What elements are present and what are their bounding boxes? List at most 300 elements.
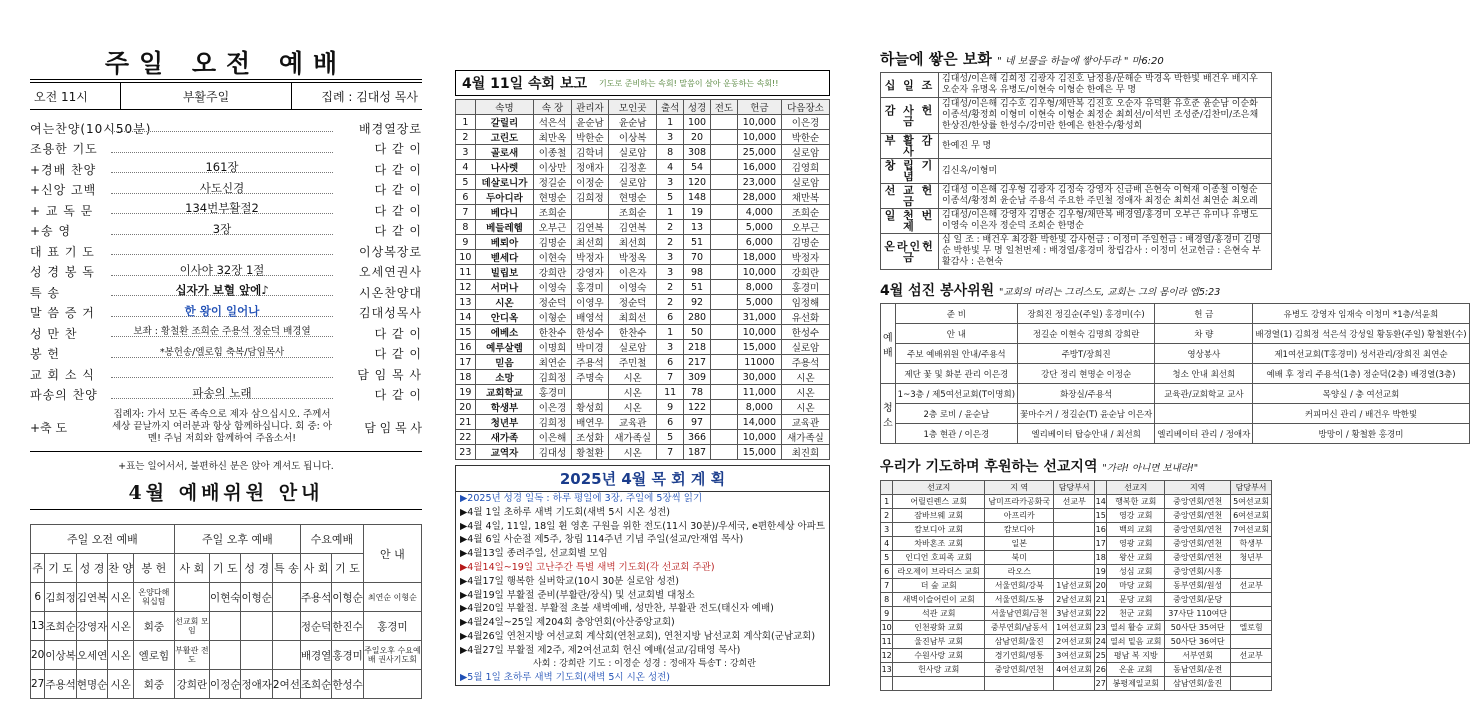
serve-cell: 꽃마수거 / 정길순(T) 윤순남 이은자 (1018, 404, 1155, 424)
report-cell: 3 (657, 130, 684, 145)
offering-names: 김대성/이은해 김수호 김우형/채만복 김진호 오순자 유덕환 유호준 윤순남 이순화 이종석/황정희 이형미 이현숙 이형순 최정순 최희선/이석빈 조성준/김찬미/조은채 한상진/한상률 한성수/강미란 한예은 한찬수/황성희 (939, 98, 1272, 134)
report-cell: 새가족실 (609, 430, 657, 445)
report-cell: 소망 (475, 370, 534, 385)
duty-cell: 김희정 (45, 583, 76, 612)
report-cell: 218 (684, 340, 711, 355)
serve-cell: 교육관/교회학교 교사 (1155, 384, 1253, 404)
report-column (455, 0, 830, 686)
report-cell: 31,000 (737, 310, 781, 325)
mission-cell: 7여선교회 (1231, 523, 1272, 537)
benediction-leader: 담 임 목 사 (364, 420, 422, 435)
report-cell: 97 (684, 415, 711, 430)
plan-item: ▶2025년 성경 일독 : 하루 평일에 3장, 주일에 5장씩 읽기 (460, 493, 703, 504)
service-header (30, 82, 422, 110)
order-row (30, 344, 422, 365)
report-cell: 2 (657, 295, 684, 310)
duty-col-header: 기 도 (45, 554, 76, 583)
report-col-header: 헌금 (737, 100, 781, 115)
mission-cell: 남미프라카공화국 (985, 495, 1054, 509)
duty-cell (241, 641, 272, 670)
mission-cell: 삼남연회/울진 (1165, 677, 1231, 691)
offering-column (880, 0, 1467, 691)
order-row (30, 241, 422, 262)
offering-row (881, 184, 1272, 209)
treasure-header (880, 48, 1272, 69)
serve-cell: 1층 현관 / 이은경 (895, 424, 1017, 444)
report-cell: 갈릴리 (475, 115, 534, 130)
mission-cell: 캄보디아 교회 (893, 523, 985, 537)
report-cell: 시온 (609, 400, 657, 415)
plan-item: ▶4월13일 종려주일, 선교회별 모임 (460, 548, 608, 560)
mission-cell: 선교부 (1231, 579, 1272, 593)
report-cell: 최진희 (781, 445, 829, 460)
report-cell: 윤순남 (571, 115, 608, 130)
report-col-header: 속명 (475, 100, 534, 115)
serve-cell: 1~3층 / 제5여선교회(T이명희) (895, 384, 1017, 404)
report-cell: 홍경미 (571, 280, 608, 295)
report-cell: 한찬수 (534, 325, 571, 340)
mission-cell (1054, 523, 1095, 537)
treasure-verse: " 네 보물을 하늘에 쌓아두라 " 마6:20 (997, 56, 1164, 67)
report-cell: 3 (657, 250, 684, 265)
mission-cell: 중앙연회/연천 (1165, 509, 1231, 523)
serve-row (881, 304, 1470, 324)
offering-names: 십 일 조 : 배건우 최강환 박한빛 감사헌금 : 이정미 주일헌금 : 배경열/홍경미 김명순 박한빛 무 명 일천번제 : 배경열/홍경미 창립감사 : 이정미 선교헌금 : 은현숙 부활감사 : 은현숙 (939, 234, 1272, 270)
report-cell: 10,000 (737, 325, 781, 340)
report-cell: 148 (684, 190, 711, 205)
mission-cell: 1여선교회 (1054, 621, 1095, 635)
report-cell: 6 (657, 355, 684, 370)
report-cell: 308 (684, 145, 711, 160)
order-leader-dots (111, 303, 333, 318)
mission-title: 우리가 기도하며 후원하는 선교지역 (880, 459, 1098, 475)
report-cell: 강영자 (571, 265, 608, 280)
mission-col-header: 지역 (1165, 481, 1231, 495)
plan-item: ▶5월 1일 초하루 새벽 기도회(새벽 5시 시온 성전) (460, 672, 670, 684)
report-cell: 17 (456, 355, 476, 370)
report-cell: 이정순 (571, 175, 608, 190)
duty-cell: 엘로힘 (134, 641, 175, 670)
report-cell: 이은경 (781, 115, 829, 130)
report-cell: 3 (456, 145, 476, 160)
offering-row (881, 134, 1272, 159)
mission-cell: 3여선교회 (1054, 649, 1095, 663)
mission-cell (881, 677, 893, 691)
report-cell: 빌립보 (475, 265, 534, 280)
worship-order-column (30, 0, 422, 699)
duty-cell: 13 (31, 612, 45, 641)
order-row (30, 180, 422, 201)
mission-cell: 22 (1095, 607, 1107, 621)
report-col-header: 모인곳 (609, 100, 657, 115)
report-cell: 7 (657, 445, 684, 460)
serve-cell: 주보 예배위원 안내/주용석 (895, 344, 1017, 364)
duty-cell (272, 641, 300, 670)
order-label: + 교 독 문 (30, 203, 94, 218)
duty-cell: 6 (31, 583, 45, 612)
report-cell (571, 385, 608, 400)
report-cell: 오부근 (781, 220, 829, 235)
report-cell: 이영우 (571, 295, 608, 310)
report-cell: 정순덕 (534, 295, 571, 310)
offering-type: 감 사 헌 금 (881, 98, 939, 134)
duty-col-header: 찬 양 (108, 554, 134, 583)
mission-verse: "가라! 아니면 보내라!" (1102, 463, 1199, 474)
offering-type: 십 일 조 (881, 73, 939, 98)
duty-cell: 회중 (134, 670, 175, 699)
duty-cell: 주용석 (300, 583, 331, 612)
order-item: *봉헌송/엘로힘 축복/담임목사 (159, 346, 285, 358)
mission-cell: 14 (1095, 495, 1107, 509)
serve-cell: 화장실/주용석 (1018, 384, 1155, 404)
report-col-header: 관리자 (571, 100, 608, 115)
duty-cell: 선교회 모임 (174, 612, 209, 641)
report-cell: 2 (657, 235, 684, 250)
report-cell: 실로암 (609, 145, 657, 160)
report-cell: 6 (657, 415, 684, 430)
duty-cell: 홍경미 (332, 641, 363, 670)
order-item: 161장 (205, 160, 239, 175)
report-cell: 19 (456, 385, 476, 400)
ministry-plan (455, 465, 830, 686)
offering-type: 온라인헌금 (881, 234, 939, 270)
order-label: 성 만 찬 (30, 326, 78, 341)
mission-cell: 동부연회/원성 (1165, 579, 1231, 593)
duty-cell: 최연순 이형순 (363, 583, 421, 612)
order-row (30, 303, 422, 324)
report-cell: 이영숙 (534, 280, 571, 295)
report-cell: 학생부 (475, 400, 534, 415)
report-cell: 4,000 (737, 205, 781, 220)
mission-cell: 학생부 (1231, 537, 1272, 551)
report-cell: 두아디라 (475, 190, 534, 205)
report-cell: 나사렛 (475, 160, 534, 175)
report-cell: 5 (456, 175, 476, 190)
report-cell: 김학녀 (571, 145, 608, 160)
report-cell: 김연복 (571, 220, 608, 235)
mission-col-header: 담당부서 (1054, 481, 1095, 495)
plan-item: ▶4월26일 연천지방 여선교회 계삭회(연천교회), 연천지방 남선교회 계삭회(군남교회) (460, 630, 816, 642)
report-cell: 실로암 (609, 340, 657, 355)
duty-col-header: 기 도 (210, 554, 241, 583)
report-cell: 서머나 (475, 280, 534, 295)
order-leader-dots (111, 160, 333, 175)
mission-cell: 1남선교회 (1054, 579, 1095, 593)
report-cell: 주민철 (609, 355, 657, 370)
report-cell: 98 (684, 265, 711, 280)
order-leader-dots (111, 247, 333, 255)
mission-col-header (1095, 481, 1107, 495)
treasure-title: 하늘에 쌓은 보화 (880, 50, 992, 68)
report-cell: 15 (456, 325, 476, 340)
report-cell: 5,000 (737, 220, 781, 235)
mission-cell (1054, 537, 1095, 551)
report-cell: 한찬수 (609, 325, 657, 340)
report-cell: 안디옥 (475, 310, 534, 325)
order-person: 다 같 이 (374, 142, 422, 157)
report-col-header: 다음장소 (781, 100, 829, 115)
report-cell: 78 (684, 385, 711, 400)
mission-col-header: 지 역 (985, 481, 1054, 495)
report-row (456, 340, 830, 355)
report-cell: 5 (657, 430, 684, 445)
report-cell: 54 (684, 160, 711, 175)
duty-cell: 시온 (108, 583, 134, 612)
report-cell: 믿음 (475, 355, 534, 370)
report-cell: 박정옥 (609, 250, 657, 265)
duty-cell: 한성수 (332, 670, 363, 699)
benediction-text: 집례자: 가서 모든 족속으로 제자 삼으십시오. 주께서 세상 끝날까지 여러분과 항상 함께하십니다. 회 중: 아멘! 주님 저희와 함께하여 주옵소서! (111, 409, 333, 444)
report-cell: 베들레헴 (475, 220, 534, 235)
report-cell: 이상만 (534, 160, 571, 175)
mission-cell: 차바혼조 교회 (893, 537, 985, 551)
report-cell: 10,000 (737, 130, 781, 145)
report-cell: 이종철 (534, 145, 571, 160)
report-cell: 8 (456, 220, 476, 235)
serve-cell: 커피머신 관리 / 배건우 박한빛 (1253, 404, 1469, 424)
mission-cell: 행복한 교회 (1107, 495, 1165, 509)
mission-cell: 23 (1095, 621, 1107, 635)
duty-cell: 이현숙 (210, 583, 241, 612)
report-row (456, 130, 830, 145)
mission-cell: 헌사랑 교회 (893, 663, 985, 677)
duty-cell: 이형순 (332, 583, 363, 612)
report-cell: 한성수 (781, 325, 829, 340)
report-cell: 16 (456, 340, 476, 355)
report-cell: 최선희 (609, 235, 657, 250)
report-cell: 217 (684, 355, 711, 370)
order-leader-dots (111, 326, 333, 338)
mission-cell: 중앙연회/연천 (985, 663, 1054, 677)
mission-cell: 마당 교회 (1107, 579, 1165, 593)
order-leader-dots (111, 385, 333, 400)
mission-col-header: 선교지 (1107, 481, 1165, 495)
mission-cell: 인디언 호피족 교회 (893, 551, 985, 565)
report-cell (710, 430, 737, 445)
report-cell: 시온 (475, 295, 534, 310)
serve-cell: 예배 후 정리 주용석(1층) 정순덕(2층) 배경열(3층) (1253, 364, 1469, 384)
report-cell: 청년부 (475, 415, 534, 430)
mission-cell (1231, 635, 1272, 649)
report-cell: 시온 (609, 385, 657, 400)
mission-cell: 20 (1095, 579, 1107, 593)
report-cell: 김희정 (534, 415, 571, 430)
mission-cell: 영강 교회 (1107, 509, 1165, 523)
report-row (456, 400, 830, 415)
offering-row (881, 98, 1272, 134)
report-cell: 실로암 (609, 175, 657, 190)
serve-verse: "교회의 머리는 그리스도, 교회는 그의 몸이라 엡5:23 (999, 287, 1221, 298)
report-cell: 4 (456, 160, 476, 175)
mission-row (881, 523, 1272, 537)
report-cell: 8 (657, 145, 684, 160)
mission-cell: 영광 교회 (1107, 537, 1165, 551)
duty-cell: 2여선 (272, 670, 300, 699)
report-cell: 베뢰아 (475, 235, 534, 250)
report-cell: 20 (456, 400, 476, 415)
mission-cell: 7 (881, 579, 893, 593)
mission-col-header (881, 481, 893, 495)
serve-row (881, 384, 1470, 404)
mission-row (881, 579, 1272, 593)
standing-note: +표는 일어서서, 불편하신 분은 앉아 계셔도 됩니다. (30, 451, 422, 472)
report-row (456, 445, 830, 460)
report-cell: 1 (657, 205, 684, 220)
report-row (456, 235, 830, 250)
duty-cell: 회중 (134, 612, 175, 641)
report-cell: 21 (456, 415, 476, 430)
offering-row (881, 159, 1272, 184)
report-cell: 데살로니가 (475, 175, 534, 190)
order-leader-dots (111, 124, 333, 132)
report-cell (710, 220, 737, 235)
duty-col-header: 봉 헌 (134, 554, 175, 583)
report-row (456, 145, 830, 160)
order-label: 교 회 소 식 (30, 367, 95, 382)
report-cell: 최희선 (609, 310, 657, 325)
report-cell: 김정훈 (609, 160, 657, 175)
order-label: 파송의 찬양 (30, 388, 98, 403)
report-row (456, 160, 830, 175)
order-person: 오세연권사 (359, 265, 422, 280)
order-label: 조용한 기도 (30, 142, 98, 157)
report-cell: 8,000 (737, 280, 781, 295)
report-cell (710, 325, 737, 340)
duty-cell: 27 (31, 670, 45, 699)
duty-table (30, 524, 422, 699)
report-cell (710, 400, 737, 415)
mission-cell: 성심 교회 (1107, 565, 1165, 579)
report-cell: 석은석 (534, 115, 571, 130)
mission-cell: 중앙연회/연천 (1165, 523, 1231, 537)
order-leader-dots (111, 221, 333, 236)
mission-table (880, 480, 1272, 691)
serve-cell: 영상봉사 (1155, 344, 1253, 364)
duty-cell: 배경열 (300, 641, 331, 670)
plan-item: ▶4월 1일 초하루 새벽 기도회(새벽 5시 시온 성전) (460, 506, 670, 518)
duty-col-header: 성 경 (241, 554, 272, 583)
order-item: 134번부활절2 (185, 201, 259, 216)
report-row (456, 190, 830, 205)
report-cell: 6,000 (737, 235, 781, 250)
report-cell: 시온 (781, 385, 829, 400)
report-cell: 박한순 (571, 130, 608, 145)
order-person: 다 같 이 (374, 203, 422, 218)
report-cell: 23,000 (737, 175, 781, 190)
offering-row (881, 73, 1272, 98)
report-row (456, 250, 830, 265)
mission-cell: 청년부 (1231, 551, 1272, 565)
mission-cell: 엘로힘 (1231, 621, 1272, 635)
report-cell (710, 310, 737, 325)
mission-cell: 12 (881, 649, 893, 663)
mission-cell: 9 (881, 607, 893, 621)
mission-cell: 선교부 (1231, 649, 1272, 663)
report-cell: 벧세다 (475, 250, 534, 265)
serve-row (881, 364, 1470, 384)
serve-row (881, 424, 1470, 444)
duty-cell: 온양다해 워십팀 (134, 583, 175, 612)
report-cell: 정순덕 (609, 295, 657, 310)
mission-cell (1231, 677, 1272, 691)
order-row (30, 159, 422, 180)
service-occasion: 부활주일 (120, 83, 292, 109)
service-leader: 집례 : 김대성 목사 (321, 89, 418, 104)
mission-cell: 열쇠 활승 교회 (1107, 621, 1165, 635)
report-cell: 시온 (781, 400, 829, 415)
report-cell: 12 (456, 280, 476, 295)
offering-row (881, 234, 1272, 270)
mission-cell: 라오스 (985, 565, 1054, 579)
report-cell: 강희란 (534, 265, 571, 280)
plan-item: ▶4월 4일, 11일, 18일 휜 영혼 구원을 위한 전도(11시 30분)/우세국, e편한세상 아파트 (460, 520, 826, 532)
report-cell: 10,000 (737, 430, 781, 445)
report-cell: 15,000 (737, 340, 781, 355)
report-title: 4월 11일 속회 보고 (462, 76, 587, 92)
serve-cell: 안 내 (895, 324, 1017, 344)
report-cell: 채만복 (781, 190, 829, 205)
mission-cell: 경기연회/영통 (985, 649, 1054, 663)
report-cell: 교육관 (609, 415, 657, 430)
mission-row (881, 621, 1272, 635)
report-row (456, 115, 830, 130)
report-cell: 이형순 (534, 310, 571, 325)
mission-row (881, 663, 1272, 677)
mission-cell: 10 (881, 621, 893, 635)
report-cell: 주명숙 (571, 370, 608, 385)
mission-cell: 동남연회/운전 (1165, 663, 1231, 677)
duty-cell (363, 670, 421, 699)
duty-group: 수요예배 (300, 525, 363, 554)
mission-cell: 37사단 110여단 (1165, 607, 1231, 621)
benediction-label: +축 도 (30, 420, 68, 435)
duty-cell: 한진수 (332, 612, 363, 641)
report-cell: 16,000 (737, 160, 781, 175)
report-cell: 1 (456, 115, 476, 130)
mission-cell (1054, 565, 1095, 579)
serve-cell: 2층 로비 / 윤순남 (895, 404, 1017, 424)
report-cell: 조성화 (571, 430, 608, 445)
mission-cell: 왕산 교회 (1107, 551, 1165, 565)
mission-cell (1231, 607, 1272, 621)
mission-cell: 25 (1095, 649, 1107, 663)
order-item: 파송의 노래 (192, 385, 252, 400)
serve-cell: 제1여선교회(T홍경미) 성서관리/장희진 최연순 (1253, 344, 1469, 364)
report-cell: 7 (456, 205, 476, 220)
report-cell: 임정해 (781, 295, 829, 310)
mission-cell: 열쇠 밑음 교회 (1107, 635, 1165, 649)
mission-cell (1231, 565, 1272, 579)
report-cell: 현명순 (609, 190, 657, 205)
order-leader-dots (111, 180, 333, 195)
duty-cell (210, 612, 241, 641)
mission-cell: 2남선교회 (1054, 593, 1095, 607)
order-leader-dots (111, 201, 333, 216)
mission-cell (893, 677, 985, 691)
report-cell: 11,000 (737, 385, 781, 400)
order-row (30, 262, 422, 283)
order-leader-dots (111, 346, 333, 358)
mission-cell: 중앙연회/연천 (1165, 551, 1231, 565)
order-person: 시온찬양대 (359, 285, 422, 300)
report-cell: 3 (657, 340, 684, 355)
report-cell (710, 190, 737, 205)
duty-cell: 현명순 (76, 670, 107, 699)
mission-cell (1054, 551, 1095, 565)
report-cell: 박정자 (781, 250, 829, 265)
serve-cell: 정길순 이현숙 김명희 강희란 (1018, 324, 1155, 344)
report-cell: 3 (657, 265, 684, 280)
